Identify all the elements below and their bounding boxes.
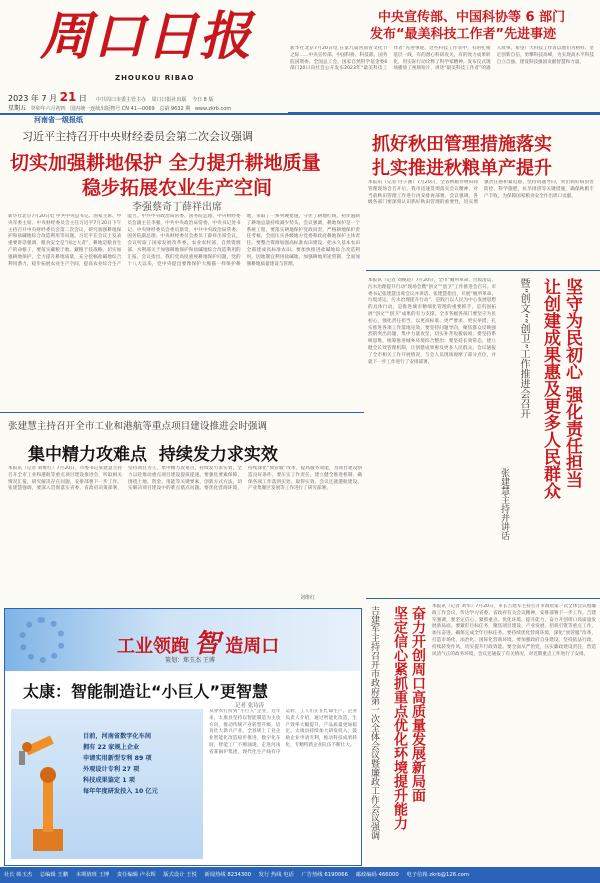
pages: 今日 8 版 bbox=[192, 97, 214, 103]
masthead-rule bbox=[0, 113, 600, 115]
level-tag: 河南省一级报纸 bbox=[34, 116, 83, 124]
newspaper-logo: 周口日报 bbox=[40, 6, 253, 67]
feature-title: 太康：智能制造让“小巨人”更智慧 bbox=[23, 682, 269, 701]
autumn-body: 本报讯（记者 付子涵）7月20日，全省秋粮作物田间管理现场会召开后，我市迅速贯彻落实会议精神，对当前秋田管理工作进行再安排再部署。会议强调，各级各部门要深刻认识抓好秋田管理的重要性，切实增强责任感和紧迫感，坚持问题导向，突出抓好病虫害防控、科学施肥、抗旱排涝等关键措施，确保秋粮丰产丰收，为保障国家粮食安全作出周口贡献。 bbox=[368, 180, 594, 206]
investment-title-1: 奋力开创周口高质量发展新局面 bbox=[410, 606, 426, 802]
commentary-title-2: 让创建成果惠及更多人民群众 bbox=[540, 278, 560, 499]
robot-arm-icon bbox=[15, 717, 77, 857]
stat-line: 外观设计专利 27 项 bbox=[83, 766, 140, 773]
feature-body: 从穿衣打扮到“小巨人”企业，近年来，太康县坚持以智能制造为主攻方向，推动传统产业转型升级，培育壮大新兴产业。全县规上工业企业智能化改造稳步推进，数字化车间、智能工厂不断涌现。走进河南省某锅炉集团，现代化生产线有序运转，工人们正在忙碌生产。企业负责人介绍，通过智能化改造，生产效率大幅提升，产品质量更加稳定。太康县持续加大研发投入，鼓励企业申请专利，推动科技成果转化，专精特新企业队伍不断壮大。 bbox=[209, 709, 357, 755]
date-year-month: 2023 年 7 月 bbox=[8, 94, 58, 103]
footer-item: 社长 韩玉杰 bbox=[4, 872, 33, 878]
industry-kicker: 张建慧主持召开全市工业和港航等重点项目建设推进会时强调 bbox=[8, 421, 268, 432]
stat-line: 每年年度研发投入 10 亿元 bbox=[83, 788, 158, 795]
feature-stats-box bbox=[11, 709, 203, 859]
publisher: 中共周口市委主管主办 bbox=[95, 97, 146, 103]
website: www.zkrb.com bbox=[194, 106, 232, 112]
lead-title-1: 切实加强耕地保护 全力提升耕地质量 bbox=[10, 152, 321, 174]
stat-line: 拥有 22 家规上企业 bbox=[83, 744, 140, 751]
top-right-rule bbox=[288, 112, 600, 113]
lead-sub: 李强蔡奇丁薛祥出席 bbox=[132, 202, 222, 213]
masthead-pinyin: ZHOUKOU RIBAO bbox=[115, 74, 195, 82]
commentary-rule bbox=[366, 270, 600, 271]
autumn-title-2: 扎实推进秋粮单产提升 bbox=[372, 158, 552, 179]
footer bbox=[4, 870, 600, 878]
top-right-headline-2: 发布“最美科技工作者”先进事迹 bbox=[370, 27, 557, 42]
feature-byline: 记者 张诗涛 bbox=[235, 703, 265, 709]
top-right-body: 新华社北京7月20日电 在第九届河南省文化节之际……中央宣传部、中国科协、科技部、国务院国资委、全国总工会、国家自然科学基金委6部门20日向社会公开发布2023年“最美科技工作者”先进事迹。这些科技工作者中，有的扎根基层一线，有的潜心科研攻关，有的致力成果转化，用实际行动诠释了科学家精神。发布仪式现场播放了视频短片，讲述“最美科技工作者”的感人故事。希望广大科技工作者以他们为榜样，坚定创新自信，勇攀科技高峰，为实现高水平科技自立自强、建设科技强国贡献智慧和力量。 bbox=[290, 46, 594, 72]
footer-item: 发行 热线 电话 bbox=[258, 872, 294, 878]
lead-kicker: 习近平主持召开中央财经委员会第二次会议强调 bbox=[22, 130, 253, 143]
investment-kicker: 吉建军主持召开市政府第一次全体会议暨廉政工作会议强调 bbox=[369, 606, 379, 840]
date-day-suffix: 日 bbox=[78, 94, 87, 103]
weekday: 星期五 bbox=[8, 105, 27, 112]
feature-stats-list bbox=[83, 731, 201, 797]
office: 周口日报社出版 bbox=[151, 97, 187, 103]
issue-number: 总第 9632 期 bbox=[159, 106, 191, 112]
feature-banner bbox=[5, 609, 360, 671]
date-line bbox=[8, 90, 213, 104]
industry-body: 本报讯（记者 刘维红）7月20日，市委书记张建慧主持召开全市工业和港航等重点项目建设推进会，听取相关情况汇报，研究解决存在问题，安排部署下一步工作。张建慧强调，要深入贯彻落实省委、省政府决策部署，坚持项目为王，集中精力攻难点，持续发力求实效，全力以赴推动重点项目建设提质提速。要强化要素保障，围绕土地、资金、用能等关键要素，创新方式方法，切实解决项目建设中的难点堵点问题。要优化营商环境，持续深化“放管服”改革，提高服务效能，为项目建设创造良好条件。要压实工作责任，建立健全推进机制，确保各项工作落到实处、取得实效。会议还就港航建设、产业集聚区发展等工作进行了研究部署。 bbox=[8, 466, 362, 492]
feature-banner-part1: 工业领跑 bbox=[117, 636, 189, 657]
lead-body: 新华社北京7月20日电 中共中央总书记、国家主席、中央军委主席、中央财经委员会主任习近平7月20日下午主持召开中央财经委员会第二次会议，研究加强耕地保护和盐碱地综合改造利用等问题。习近平在会议上发表重要讲话强调，粮食安全是“国之大者”，耕地是粮食生产的命根子，要落实藏粮于地、藏粮于技战略，切实加强耕地保护，全力提升耕地质量，充分挖掘盐碱地综合利用潜力，稳步拓展农业生产空间，提高农业综合生产能力。中共中央政治局常委、国务院总理、中央财经委员会副主任李强，中共中央政治局常委、中央书记处书记、中央财经委员会委员蔡奇，中共中央政治局常委、国务院副总理、中央财经委员会委员丁薛祥出席会议。会议听取了国家发展改革委、农业农村部、自然资源部、水利部关于加强耕地保护和盐碱地综合改造利用的汇报。会议指出，我们党高度重视耕地保护问题，党的十八大以来，党中央提出要像保护大熊猫一样保护耕地，采取了一系列硬措施，守住了耕地红线，初步遏制了耕地总量持续减少势头。会议强调，耕地保护是一个系统工程，要落实耕地保护党政同责，严格耕地保护责任考核，全面压实各级地方党委和政府耕地保护主体责任。要整合资源加强高标准农田建设，把永久基本农田全部建成高标准农田。要加快推进盐碱地综合改造利用，因地制宜利用盐碱地，加强耕地用途管制，全面加强耕地质量建设与管理。 bbox=[8, 214, 360, 267]
date-day: 21 bbox=[59, 90, 77, 104]
footer-item: 版式设计 王悦 bbox=[163, 872, 197, 878]
investment-body: 本报讯（记者 刘华）7月20日，市长吉建军主持召开市政府第一次全体会议暨廉政工作会议，传达学习省委、省政府有关会议精神，安排部署下一步工作。吉建军强调，要坚定信心、紧抓重点、优化环境、提升能力，奋力开创周口高质量发展新局面。要紧盯目标任务，聚焦项目建设、产业发展、招商引资等重点工作，加压奋进，确保完成全年目标任务。要持续优化营商环境，深化“放管服”改革，打造市场化、法治化、国际化营商环境。要加强政府自身建设，坚持依法行政，持续转变作风，切实提升行政效能。要全面从严治党，压实廉政建设责任，营造风清气正的政务环境。会议还通报了有关情况，对近期重点工作进行了安排。 bbox=[432, 604, 596, 657]
feature-box bbox=[4, 608, 362, 866]
autumn-title-1: 抓好秋田管理措施落实 bbox=[372, 134, 552, 155]
lunar: 癸卯年六月初四 bbox=[30, 106, 66, 112]
commentary-speaker: 张建慧主持并讲话 bbox=[499, 468, 509, 540]
footer-item: 广告热线 6190066 bbox=[301, 872, 348, 878]
feature-banner-part2: 智 bbox=[194, 629, 221, 659]
footer-item: 总编辑 王鹏 bbox=[39, 872, 69, 878]
feature-editor-line: 策划：郑玉杰 王博 bbox=[165, 657, 215, 664]
feature-banner-gear bbox=[19, 617, 65, 663]
footer-item: 本期值班 王博 bbox=[75, 872, 110, 878]
commentary-kicker-1: 暨“创文”“创卫”工作推进会召开 bbox=[518, 278, 529, 419]
cn-number: 国内统一连续出版物号 CN 41—0069 bbox=[70, 106, 155, 112]
footer-item: 电子信箱 zkrb@126.com bbox=[406, 872, 470, 878]
stat-line: 目前，河南省数字化车间 bbox=[83, 733, 152, 740]
stat-line: 科技成果鉴定 1 项 bbox=[83, 777, 135, 784]
footer-item: 责任编辑 卢永辉 bbox=[116, 872, 156, 878]
date-line-2 bbox=[8, 103, 231, 112]
lead-title-2: 稳步拓展农业生产空间 bbox=[82, 177, 273, 199]
investment-title-2: 坚定信心紧抓重点优化环境提升能力 bbox=[392, 606, 408, 830]
footer-item: 新闻热线 8234300 bbox=[204, 872, 251, 878]
masthead bbox=[0, 0, 600, 122]
stat-line: 申请实用新型专利 89 项 bbox=[83, 755, 152, 762]
commentary-body: 本报讯（记者 刘俊超）7月20日，全市“厕所革命、垃圾清运、污水治理提升行动”现场会暨“创文”“创卫”工作推进会召开。市委书记张建慧出席会议并讲话。张建慧指出，开展“厕所革命、垃圾清运、污水治理提升行动”，是践行以人民为中心发展思想的具体行动，是推进城市精细化管理的重要抓手，是巩固拓展“创文”“创卫”成果的有力支撑。全市各级各部门要坚守为民初心，强化责任担当，以更高标准、更严要求、更实举措，扎实推进各项工作落地见效。要坚持问题导向，聚焦群众反映强烈的突出问题，集中力量攻坚，切实补齐短板弱项；要坚持系统思维，统筹推进城乡环境综合整治；要坚持长效常态，建立健全长效管理机制，让创建成果惠及更多人民群众。会议通报了全市相关工作开展情况，与会人员现场观摩了部分点位，并就下一步工作进行了安排部署。 bbox=[368, 278, 496, 365]
industry-title: 集中精力攻难点 持续发力求实效 bbox=[28, 445, 278, 465]
industry-rule bbox=[0, 412, 364, 413]
investment-rule bbox=[366, 598, 600, 599]
industry-editor-name: 刘维红 bbox=[300, 595, 316, 601]
feature-banner-part3: 造周口 bbox=[225, 636, 280, 657]
top-right-headline-1: 中央宣传部、中国科协等 6 部门 bbox=[378, 10, 566, 25]
footer-item: 邮政编码 466000 bbox=[355, 872, 399, 878]
industry-editor bbox=[300, 594, 315, 601]
commentary-title-1: 坚守为民初心 强化责任担当 bbox=[562, 278, 582, 488]
